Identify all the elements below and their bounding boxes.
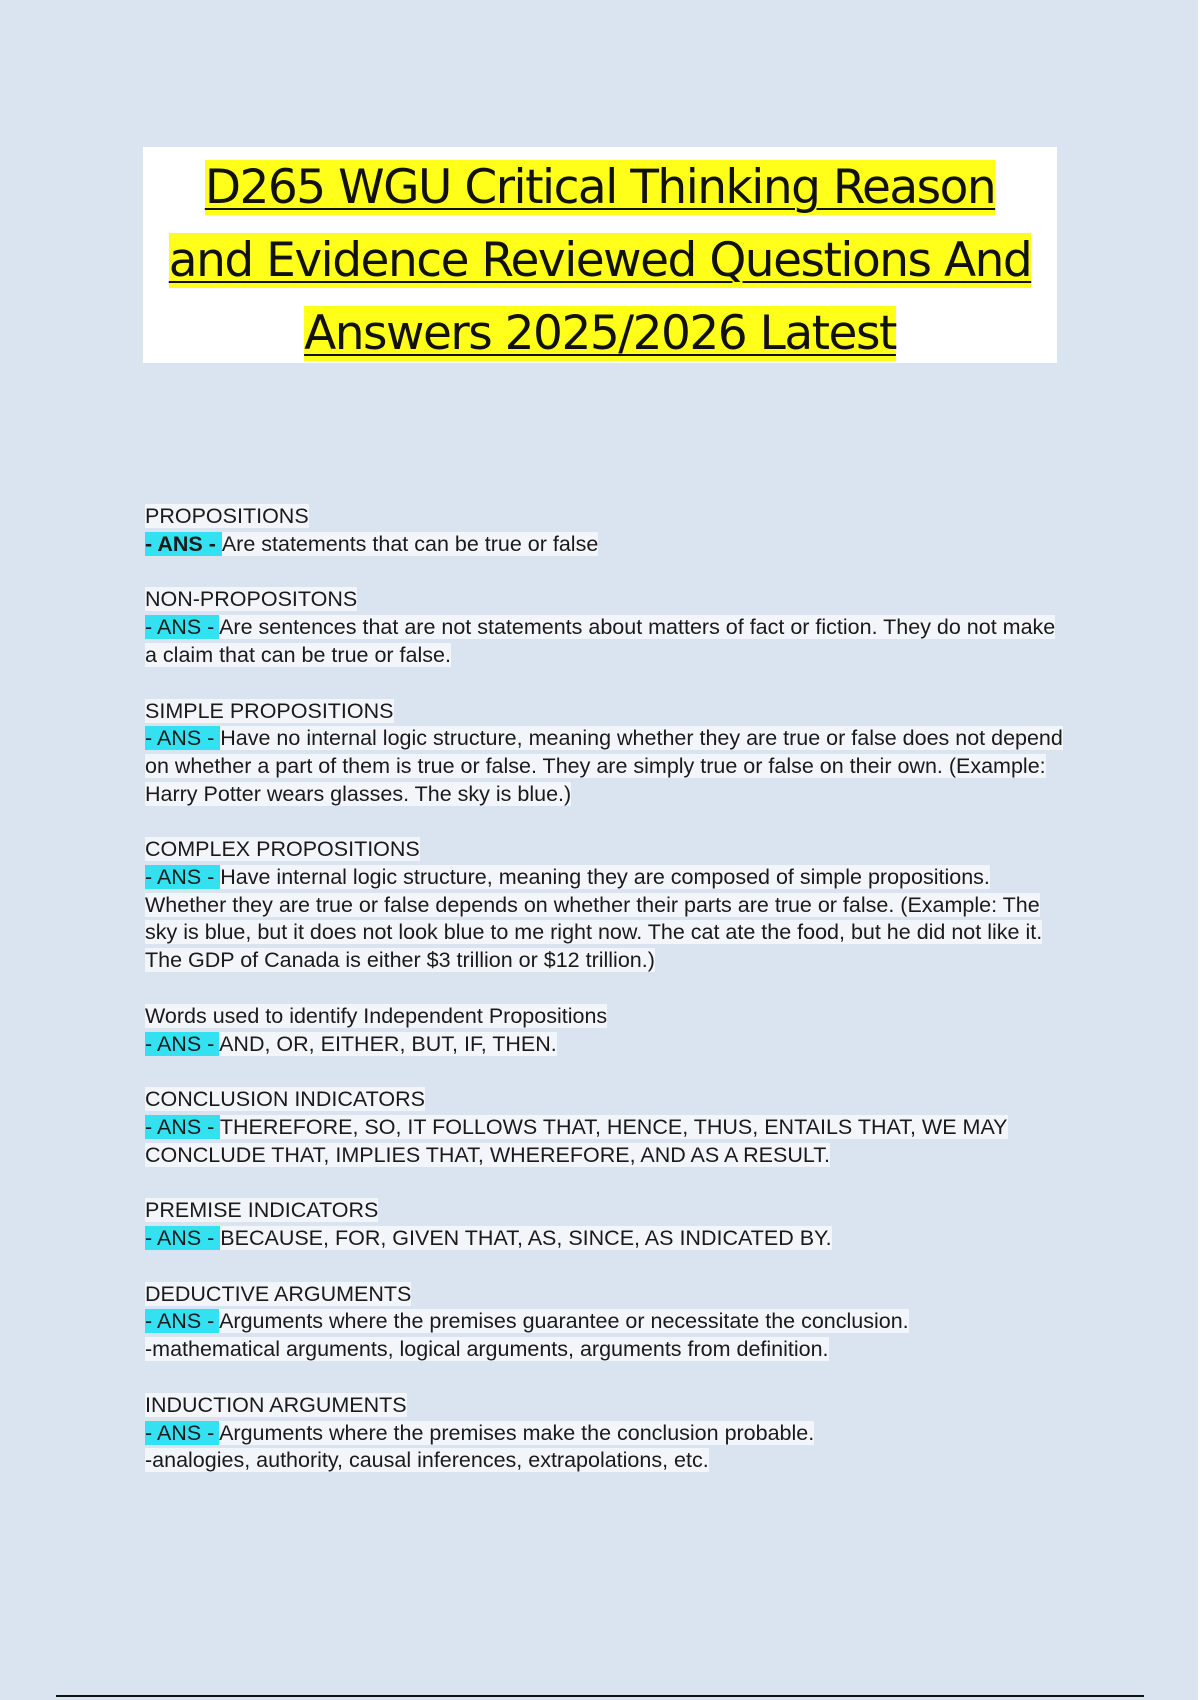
qa-item [145, 1281, 1065, 1364]
answer-label: - ANS - [145, 1420, 220, 1445]
question-answer-list [145, 503, 1065, 1503]
answer-label: - ANS - [145, 1114, 220, 1139]
answer-text: - ANS - Are statements that can be true or false [145, 531, 599, 556]
answer-label: - ANS - [145, 865, 221, 890]
answer-text: - ANS - THEREFORE, SO, IT FOLLOWS THAT, HENCE, THUS, ENTAILS THAT, WE MAY CONCLUDE THAT, IMPLIES THAT, WHEREFORE, AND AS A RESULT. [145, 1114, 1008, 1167]
question-text: CONCLUSION INDICATORS [145, 1087, 425, 1112]
qa-item [145, 1086, 1065, 1169]
document-title [143, 147, 1057, 363]
question-text: NON-PROPOSITONS [145, 587, 358, 612]
answer-extra-text: -analogies, authority, causal inferences, extrapolations, etc. [145, 1448, 709, 1473]
answer-text: - ANS - AND, OR, EITHER, BUT, IF, THEN. [145, 1031, 557, 1056]
qa-item [145, 1003, 1065, 1058]
question-text: COMPLEX PROPOSITIONS [145, 837, 420, 862]
answer-label: - ANS - [145, 615, 220, 640]
answer-label: - ANS - [145, 1226, 221, 1251]
title-line: Answers 2025/2026 Latest [304, 306, 896, 361]
bottom-divider [56, 1695, 1144, 1697]
question-text: SIMPLE PROPOSITIONS [145, 698, 394, 723]
qa-item [145, 1197, 1065, 1252]
answer-text: - ANS - Arguments where the premises guarantee or necessitate the conclusion. [145, 1309, 909, 1334]
qa-item [145, 586, 1065, 669]
answer-label: - ANS - [145, 726, 221, 751]
qa-item [145, 698, 1065, 809]
title-line: and Evidence Reviewed Questions And [168, 233, 1032, 288]
answer-text: - ANS - BECAUSE, FOR, GIVEN THAT, AS, SINCE, AS INDICATED BY. [145, 1226, 832, 1251]
question-text: INDUCTION ARGUMENTS [145, 1392, 407, 1417]
answer-extra-text: -mathematical arguments, logical arguments, arguments from definition. [145, 1337, 829, 1362]
answer-text: - ANS - Have no internal logic structure, meaning whether they are true or false does not depend on whether a part of them is true or false. They are simply true or false on their own. (Example: Harry Potter wears glasses. The sky is blue.) [145, 726, 1063, 806]
answer-text: - ANS - Are sentences that are not statements about matters of fact or fiction. They do not make a claim that can be true or false. [145, 615, 1056, 667]
title-line: D265 WGU Critical Thinking Reason [204, 160, 996, 215]
answer-label: - ANS - [145, 1309, 220, 1334]
qa-item [145, 1392, 1065, 1475]
question-text: Words used to identify Independent Propositions [145, 1003, 608, 1028]
answer-text: - ANS - Arguments where the premises make the conclusion probable. [145, 1420, 815, 1445]
answer-text: - ANS - Have internal logic structure, meaning they are composed of simple propositions. Whether they are true or false depends on whether their parts are true or false. (Example: The sky is blue, but it does not look blue to me right now. The cat ate the food, but he did not like it. The GDP of Canada is either $3 trillion or $12 trillion.) [145, 865, 1043, 973]
qa-item [145, 503, 1065, 558]
qa-item [145, 836, 1065, 975]
question-text: PREMISE INDICATORS [145, 1198, 379, 1223]
question-text: DEDUCTIVE ARGUMENTS [145, 1281, 412, 1306]
answer-label: - ANS - [145, 1031, 220, 1056]
question-text: PROPOSITIONS [145, 504, 309, 528]
answer-label: - ANS - [145, 531, 222, 556]
